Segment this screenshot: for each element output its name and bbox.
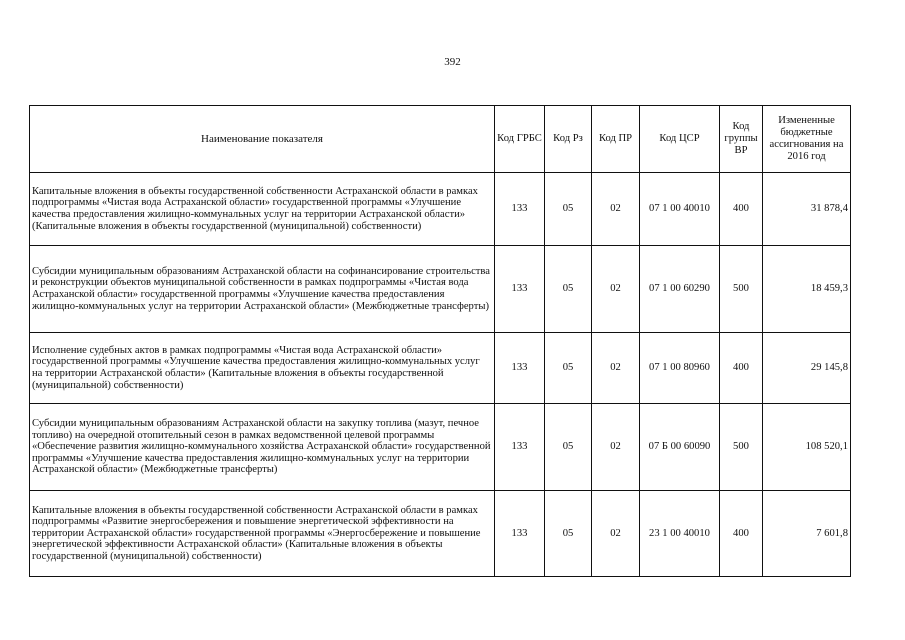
header-grbs: Код ГРБС: [495, 106, 545, 173]
row-csr: 07 Б 00 60090: [640, 404, 720, 491]
table-row: [30, 404, 851, 491]
row-rz: 05: [545, 173, 592, 246]
row-csr: 07 1 00 40010: [640, 173, 720, 246]
row-name: Исполнение судебных актов в рамках подпрограммы «Чистая вода Астраханской области» государственной программы «Улучшение качества предоставления жилищно-коммунальных услуг на территории Астраханской области» (Капитальные вложения в объекты государственной (муниципальной) собственности): [30, 333, 495, 404]
header-vr: Код группы ВР: [720, 106, 763, 173]
row-pr: 02: [592, 491, 640, 577]
row-amount: 7 601,8: [763, 491, 851, 577]
row-csr: 07 1 00 80960: [640, 333, 720, 404]
row-rz: 05: [545, 246, 592, 333]
row-vr: 500: [720, 246, 763, 333]
row-grbs: 133: [495, 246, 545, 333]
row-rz: 05: [545, 404, 592, 491]
row-grbs: 133: [495, 333, 545, 404]
row-vr: 400: [720, 173, 763, 246]
row-amount: 108 520,1: [763, 404, 851, 491]
row-rz: 05: [545, 333, 592, 404]
table-row: [30, 246, 851, 333]
row-pr: 02: [592, 173, 640, 246]
row-pr: 02: [592, 333, 640, 404]
row-grbs: 133: [495, 173, 545, 246]
row-name: Капитальные вложения в объекты государственной собственности Астраханской области в рамках подпрограммы «Развитие энергосбережения и повышение энергетической эффективности на территории Астраханской области» государственной программы «Энергосбережение и повышение энергетической эффективности Астраханской области» (Капитальные вложения в объекты государственной (муниципальной) собственности): [30, 491, 495, 577]
row-name: Субсидии муниципальным образованиям Астраханской области на закупку топлива (мазут, печное топливо) на очередной отопительный сезон в рамках ведомственной целевой программы «Обеспечение развития жилищно-коммунального хозяйства Астраханской области» государственной программы «Улучшение качества предоставления жилищно-коммунальных услуг на территории Астраханской области» (Межбюджетные трансферты): [30, 404, 495, 491]
row-csr: 07 1 00 60290: [640, 246, 720, 333]
row-amount: 31 878,4: [763, 173, 851, 246]
header-csr: Код ЦСР: [640, 106, 720, 173]
row-pr: 02: [592, 404, 640, 491]
row-amount: 29 145,8: [763, 333, 851, 404]
row-vr: 500: [720, 404, 763, 491]
row-grbs: 133: [495, 491, 545, 577]
table-row: [30, 333, 851, 404]
budget-table: [29, 105, 851, 577]
row-name: Субсидии муниципальным образованиям Астраханской области на софинансирование строительства и реконструкции объектов муниципальной собственности в рамках подпрограммы «Чистая вода Астраханской области» государственной программы «Улучшение качества предоставления жилищно-коммунальных услуг на территории Астраханской области» (Межбюджетные трансферты): [30, 246, 495, 333]
row-csr: 23 1 00 40010: [640, 491, 720, 577]
header-pr: Код ПР: [592, 106, 640, 173]
row-grbs: 133: [495, 404, 545, 491]
row-vr: 400: [720, 333, 763, 404]
header-amount: Измененные бюджетные ассигнования на 2016 год: [763, 106, 851, 173]
table-row: [30, 173, 851, 246]
header-rz: Код Рз: [545, 106, 592, 173]
row-vr: 400: [720, 491, 763, 577]
table-header-row: [30, 106, 851, 173]
header-name: Наименование показателя: [30, 106, 495, 173]
page-number: 392: [444, 56, 461, 68]
row-rz: 05: [545, 491, 592, 577]
row-amount: 18 459,3: [763, 246, 851, 333]
row-pr: 02: [592, 246, 640, 333]
table-row: [30, 491, 851, 577]
row-name: Капитальные вложения в объекты государственной собственности Астраханской области в рамках подпрограммы «Чистая вода Астраханской области» государственной программы «Улучшение качества предоставления жилищно-коммунальных услуг на территории Астраханской области» (Капитальные вложения в объекты государственной (муниципальной) собственности): [30, 173, 495, 246]
